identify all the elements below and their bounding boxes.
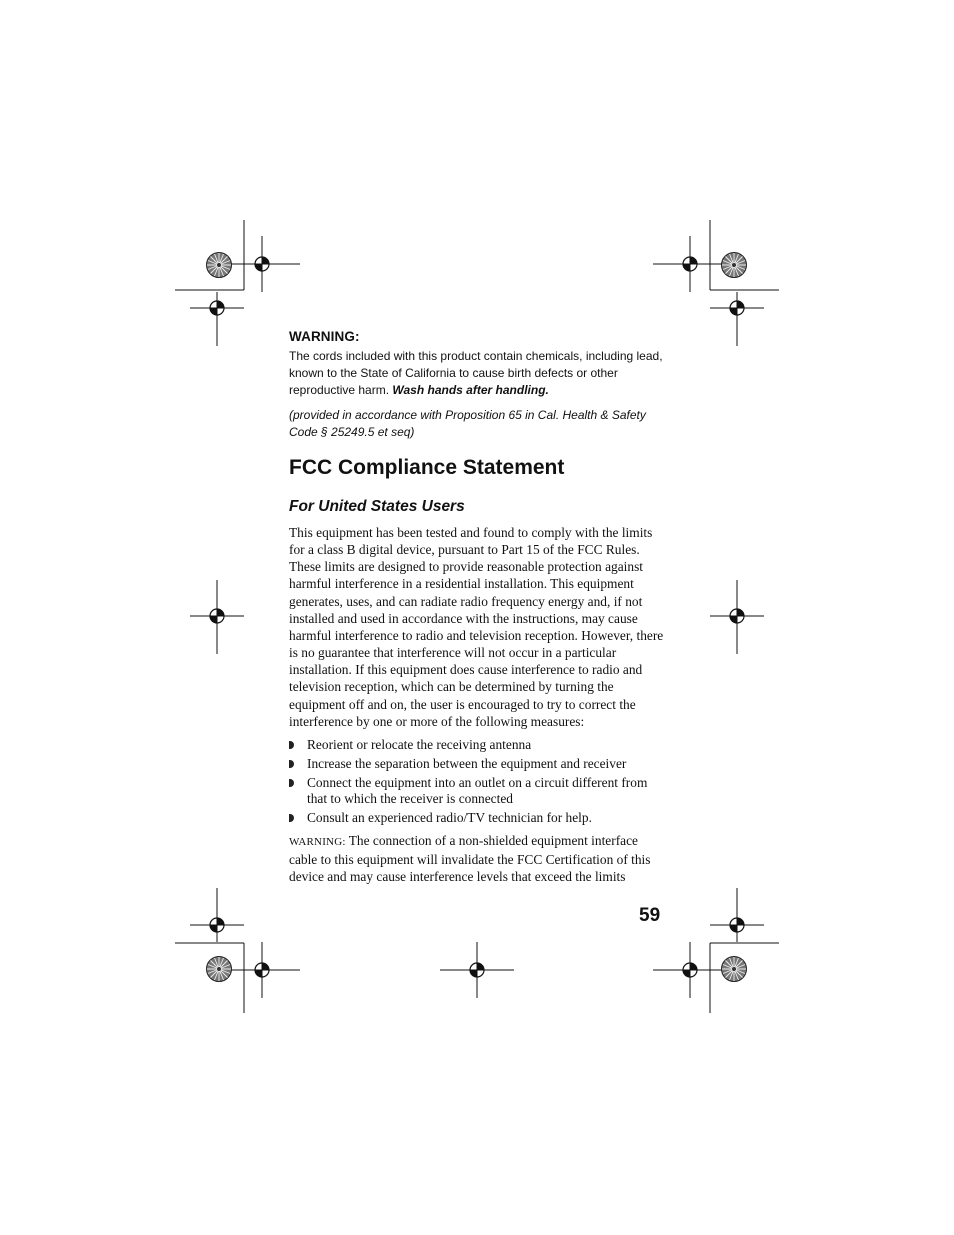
section-subtitle: For United States Users <box>289 498 465 515</box>
list-item-text: Connect the equipment into an outlet on a circuit different from that to which the receiver is connected <box>307 775 648 806</box>
registration-mark-top-left <box>175 220 300 346</box>
registration-mark-top-right <box>653 220 779 346</box>
warning-label: WARNING: <box>289 836 346 848</box>
section-title: FCC Compliance Statement <box>289 456 565 479</box>
registration-mark-middle-left <box>190 580 244 654</box>
list-item-text: Consult an experienced radio/TV technician for help. <box>307 809 592 825</box>
measures-list <box>289 737 669 829</box>
list-item <box>289 810 669 826</box>
warning-heading: WARNING: <box>289 329 360 344</box>
fcc-paragraph: This equipment has been tested and found to comply with the limits for a class B digital device, pursuant to Part 15 of the FCC Rules. These limits are designed to provide reasonable protection against harmful interference in a residential installation. This equipment generates, uses, and can radiate radio frequency energy and, if not installed and used in accordance with the instructions, may cause harmful interference to radio and television reception. However, there is no guarantee that interference will not occur in a particular installation. If this equipment does cause interference to radio and television reception, which can be determined by turning the equipment off and on, the user is encouraged to try to correct the interference by one or more of the following measures: <box>289 525 664 729</box>
list-item <box>289 775 669 806</box>
bullet-icon <box>289 814 294 822</box>
registration-mark-bottom-left <box>175 888 300 1013</box>
warning-text: The connection of a non-shielded equipment interface cable to this equipment will invalidate the FCC Certification of this device and may cause interference levels that exceed the limits <box>289 833 651 885</box>
warning-text: The cords included with this product contain chemicals, including lead, known to the State of California to cause birth defects or other reproductive harm. <box>289 349 663 397</box>
list-item <box>289 756 669 772</box>
bullet-icon <box>289 760 294 768</box>
warning-body <box>289 348 669 399</box>
bullet-icon <box>289 779 294 787</box>
page-number: 59 <box>639 905 661 926</box>
list-item-text: Reorient or relocate the receiving antenna <box>307 737 532 752</box>
warning-note: (provided in accordance with Proposition 65 in Cal. Health & Safety Code § 25249.5 et seq) <box>289 408 646 439</box>
bullet-icon <box>289 741 294 749</box>
registration-mark-middle-right <box>710 580 764 654</box>
list-item-text: Increase the separation between the equipment and receiver <box>307 756 627 771</box>
list-item <box>289 737 669 753</box>
shielded-cable-warning <box>289 832 669 886</box>
registration-mark-bottom-center <box>440 942 514 998</box>
warning-emphasis: Wash hands after handling. <box>392 383 549 397</box>
registration-mark-bottom-right <box>653 888 779 1013</box>
